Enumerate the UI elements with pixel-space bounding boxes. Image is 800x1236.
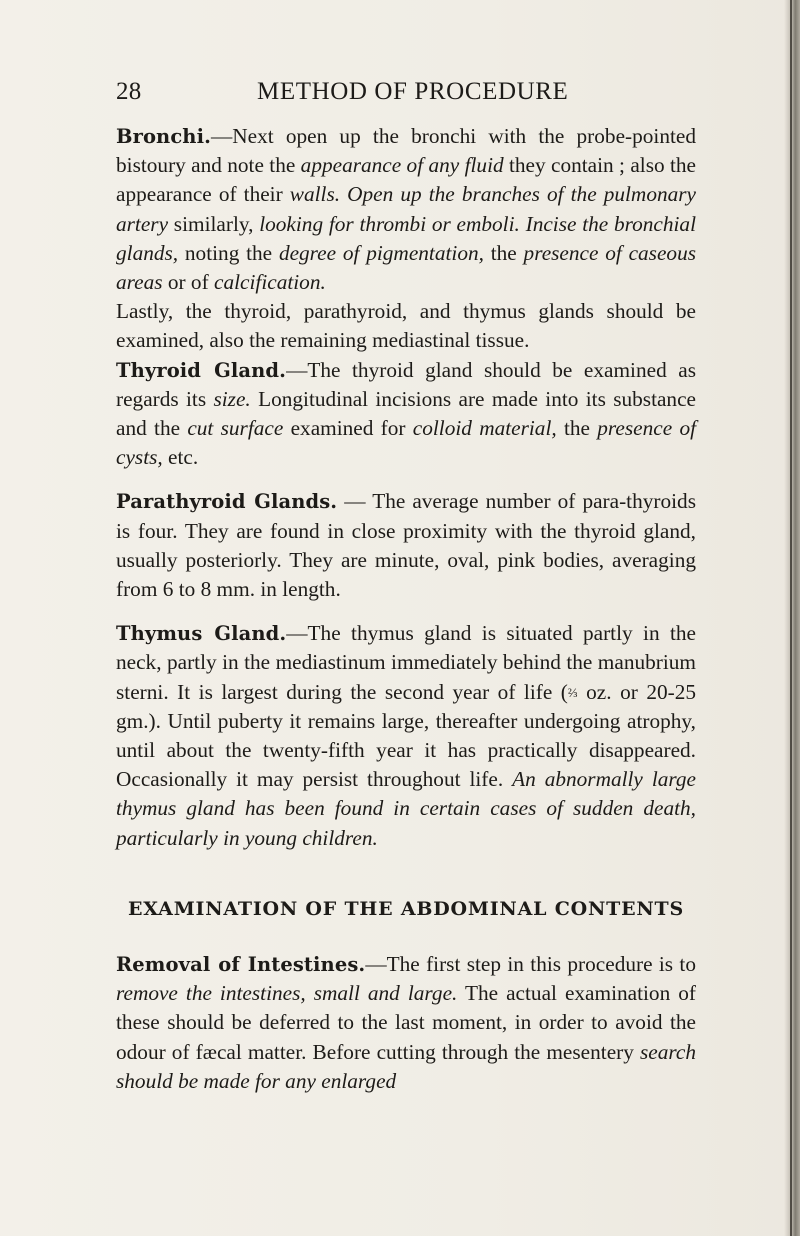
italic-run: size.: [213, 386, 251, 411]
text-run: the: [556, 416, 598, 441]
italic-run: search should be made for any enlarged: [116, 1039, 696, 1093]
paragraph-thymus: [116, 619, 696, 853]
paragraph-bronchi: [116, 122, 696, 297]
paragraph-removal: [116, 950, 696, 1096]
text-run: etc.: [162, 445, 199, 470]
section-heading: EXAMINATION OF THE ABDOMINAL CONTENTS: [128, 897, 684, 920]
italic-run: colloid material,: [412, 416, 557, 441]
text-run: or of: [162, 270, 215, 295]
text-run: similarly,: [168, 211, 260, 236]
page-number: 28: [116, 78, 142, 105]
text-run: —The thymus gland is situated partly in the neck, partly in the mediastinum immediately behind the manubrium sterni. It is largest during the second year of life (: [116, 621, 696, 704]
lead-bronchi: Bronchi.: [116, 125, 211, 148]
lead-parathyroid: Parathyroid Glands.: [116, 490, 338, 514]
italic-run: presence of caseous areas: [116, 240, 696, 295]
fraction: ⅔: [567, 684, 578, 700]
text-run: oz. or 20-25 gm.). Until puberty it remains large, thereafter undergoing atrophy, until about the twenty-fifth year it has practically disappeared. Occasionally it may persist throughout life.: [116, 679, 697, 792]
italic-run: An abnormally large thymus gland has been found in certain cases of sudden death, particularly in young children.: [116, 767, 696, 850]
paragraph-bronchi-lastly: Lastly, the thyroid, parathyroid, and thymus glands should be examined, also the remaining mediastinal tissue.: [116, 299, 696, 353]
lead-removal: Removal of Intestines.: [116, 953, 366, 977]
page-header: [116, 78, 694, 110]
italic-run: degree of pigmentation,: [278, 240, 484, 265]
italic-run: remove the intestines, small and large.: [116, 981, 458, 1006]
text-run: — The average number of para-thyroids is four. They are found in close proximity with the thyroid gland, usually posteriorly. They are minute, oval, pink bodies, averaging from 6 to 8 mm. in length.: [116, 489, 696, 602]
text-run: examined for: [283, 416, 413, 441]
italic-run: looking for thrombi or emboli. Incise the bronchial glands,: [116, 211, 696, 265]
italic-run: appearance of any fluid: [300, 153, 504, 178]
running-head: METHOD OF PROCEDURE: [257, 78, 569, 105]
page-edge-shadow: [784, 0, 800, 1236]
page-edge-line: [790, 0, 792, 1236]
text-run: Longitudinal incisions are made into its substance and the: [116, 386, 696, 441]
text-run: —The first step in this procedure is to: [365, 952, 697, 977]
paragraph-parathyroid: [116, 487, 696, 604]
text-run: The actual examination of these should be deferred to the last moment, in order to avoid the odour of fæcal matter. Before cutting through the mesentery: [116, 981, 696, 1064]
italic-run: walls. Open up the branches of the pulmonary artery: [116, 182, 696, 236]
italic-run: presence of cysts,: [116, 416, 697, 470]
lead-thymus: Thymus Gland.: [116, 622, 287, 646]
text-run: they contain ; also the appearance of their: [116, 153, 697, 207]
text-run: —The thyroid gland should be examined as regards its: [116, 357, 697, 411]
body-text: [116, 122, 696, 1096]
paragraph-thyroid: [116, 356, 696, 473]
text-run: the: [483, 240, 524, 265]
text-run: —Next open up the bronchi with the probe-pointed bistoury and note the: [116, 124, 696, 178]
lead-thyroid: Thyroid Gland.: [116, 358, 287, 382]
text-run: noting the: [178, 240, 279, 265]
italic-run: cut surface: [187, 416, 284, 441]
italic-run: calcification.: [214, 270, 326, 295]
